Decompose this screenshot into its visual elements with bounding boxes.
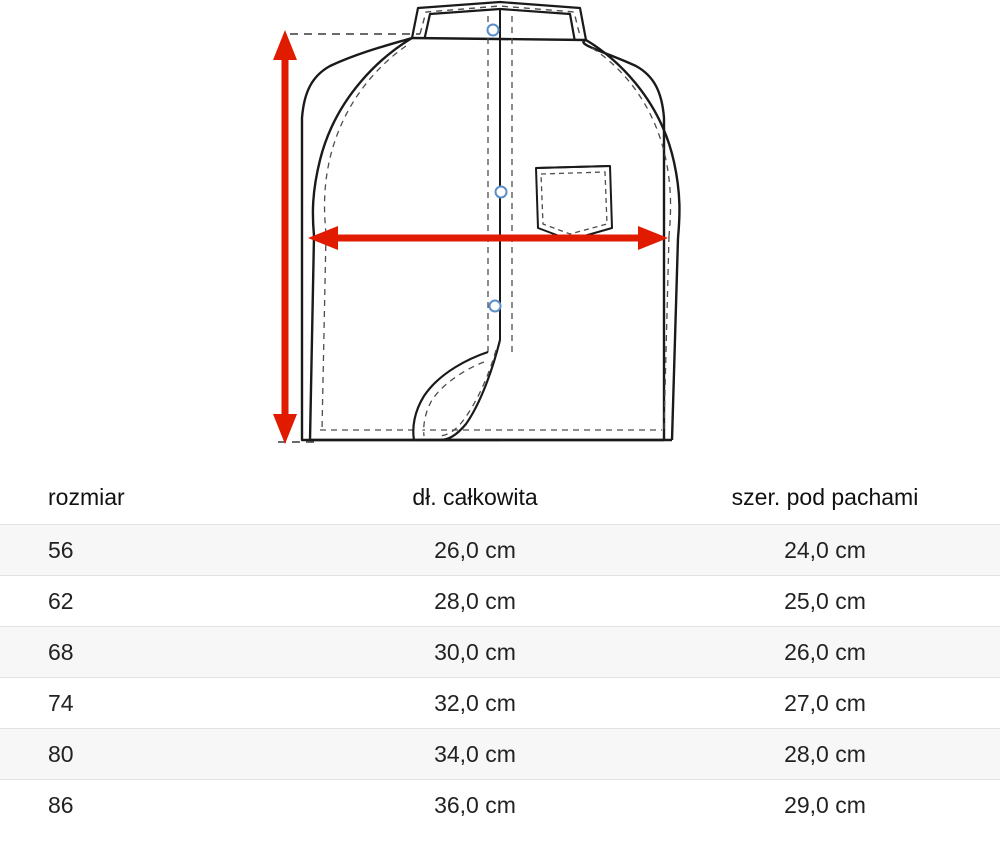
cell-chest-width: 24,0 cm: [784, 536, 866, 563]
cell-length: 30,0 cm: [434, 638, 516, 665]
snap-button: [490, 301, 501, 312]
cell-chest-width: 29,0 cm: [784, 791, 866, 818]
cell-size: 80: [48, 740, 74, 767]
cell-chest-width: 26,0 cm: [784, 638, 866, 665]
table-row: [0, 729, 1000, 780]
cell-size: 68: [48, 638, 74, 665]
table-row: [0, 780, 1000, 831]
cell-size: 56: [48, 536, 74, 563]
cell-size: 62: [48, 587, 74, 614]
size-table: [0, 470, 1000, 830]
measure-arrow-length: [273, 30, 297, 444]
cell-chest-width: 27,0 cm: [784, 689, 866, 716]
snap-button: [488, 25, 499, 36]
cell-length: 32,0 cm: [434, 689, 516, 716]
table-row: [0, 576, 1000, 627]
column-header-length: dł. całkowita: [412, 483, 538, 510]
table-header: [0, 470, 1000, 525]
vest-illustration: [273, 2, 679, 444]
cell-length: 36,0 cm: [434, 791, 516, 818]
cell-chest-width: 25,0 cm: [784, 587, 866, 614]
table-header-row: [0, 470, 1000, 525]
column-header-chest-width: szer. pod pachami: [731, 483, 919, 510]
table-row: [0, 627, 1000, 678]
table-row: [0, 525, 1000, 576]
cell-chest-width: 28,0 cm: [784, 740, 866, 767]
column-header-size: rozmiar: [48, 483, 125, 510]
table-row: [0, 678, 1000, 729]
table-body: [0, 525, 1000, 831]
snap-button: [496, 187, 507, 198]
cell-size: 86: [48, 791, 74, 818]
cell-length: 26,0 cm: [434, 536, 516, 563]
cell-length: 28,0 cm: [434, 587, 516, 614]
cell-size: 74: [48, 689, 74, 716]
cell-length: 34,0 cm: [434, 740, 516, 767]
